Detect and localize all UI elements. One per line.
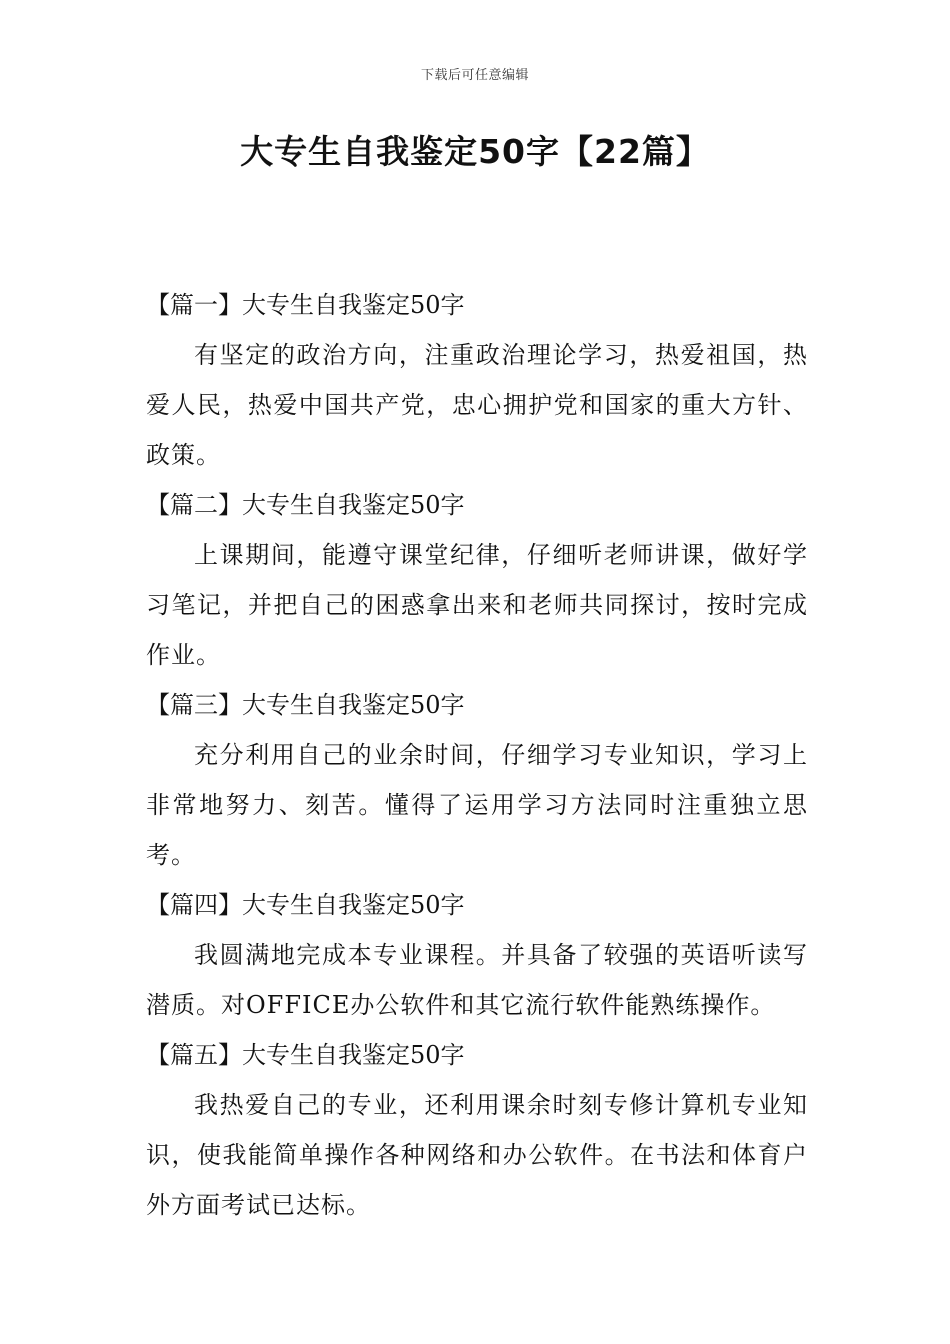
section-paragraph: 我热爱自己的专业，还利用课余时刻专修计算机专业知识，使我能简单操作各种网络和办公软件。在书法和体育户外方面考试已达标。	[146, 1091, 808, 1219]
section-heading: 【篇二】大专生自我鉴定50字	[146, 491, 465, 519]
page-header-note: 下载后可任意编辑	[420, 68, 529, 83]
section-2	[146, 480, 808, 680]
section-heading: 【篇一】大专生自我鉴定50字	[146, 291, 465, 319]
section-heading: 【篇三】大专生自我鉴定50字	[146, 691, 465, 719]
document-body	[146, 280, 808, 1230]
section-paragraph: 上课期间，能遵守课堂纪律，仔细听老师讲课，做好学习笔记，并把自己的困惑拿出来和老师共同探讨，按时完成作业。	[146, 541, 808, 669]
section-heading: 【篇四】大专生自我鉴定50字	[146, 891, 465, 919]
section-paragraph: 充分利用自己的业余时间，仔细学习专业知识，学习上非常地努力、刻苦。懂得了运用学习方法同时注重独立思考。	[146, 741, 808, 869]
section-1	[146, 280, 808, 480]
section-3	[146, 680, 808, 880]
section-paragraph: 有坚定的政治方向，注重政治理论学习，热爱祖国，热爱人民，热爱中国共产党，忠心拥护党和国家的重大方针、政策。	[146, 341, 808, 469]
section-heading: 【篇五】大专生自我鉴定50字	[146, 1041, 465, 1069]
section-4	[146, 880, 808, 1030]
section-paragraph: 我圆满地完成本专业课程。并具备了较强的英语听读写潜质。对OFFICE办公软件和其它流行软件能熟练操作。	[146, 941, 808, 1019]
document-title: 大专生自我鉴定50字【22篇】	[240, 132, 710, 171]
section-5	[146, 1030, 808, 1230]
